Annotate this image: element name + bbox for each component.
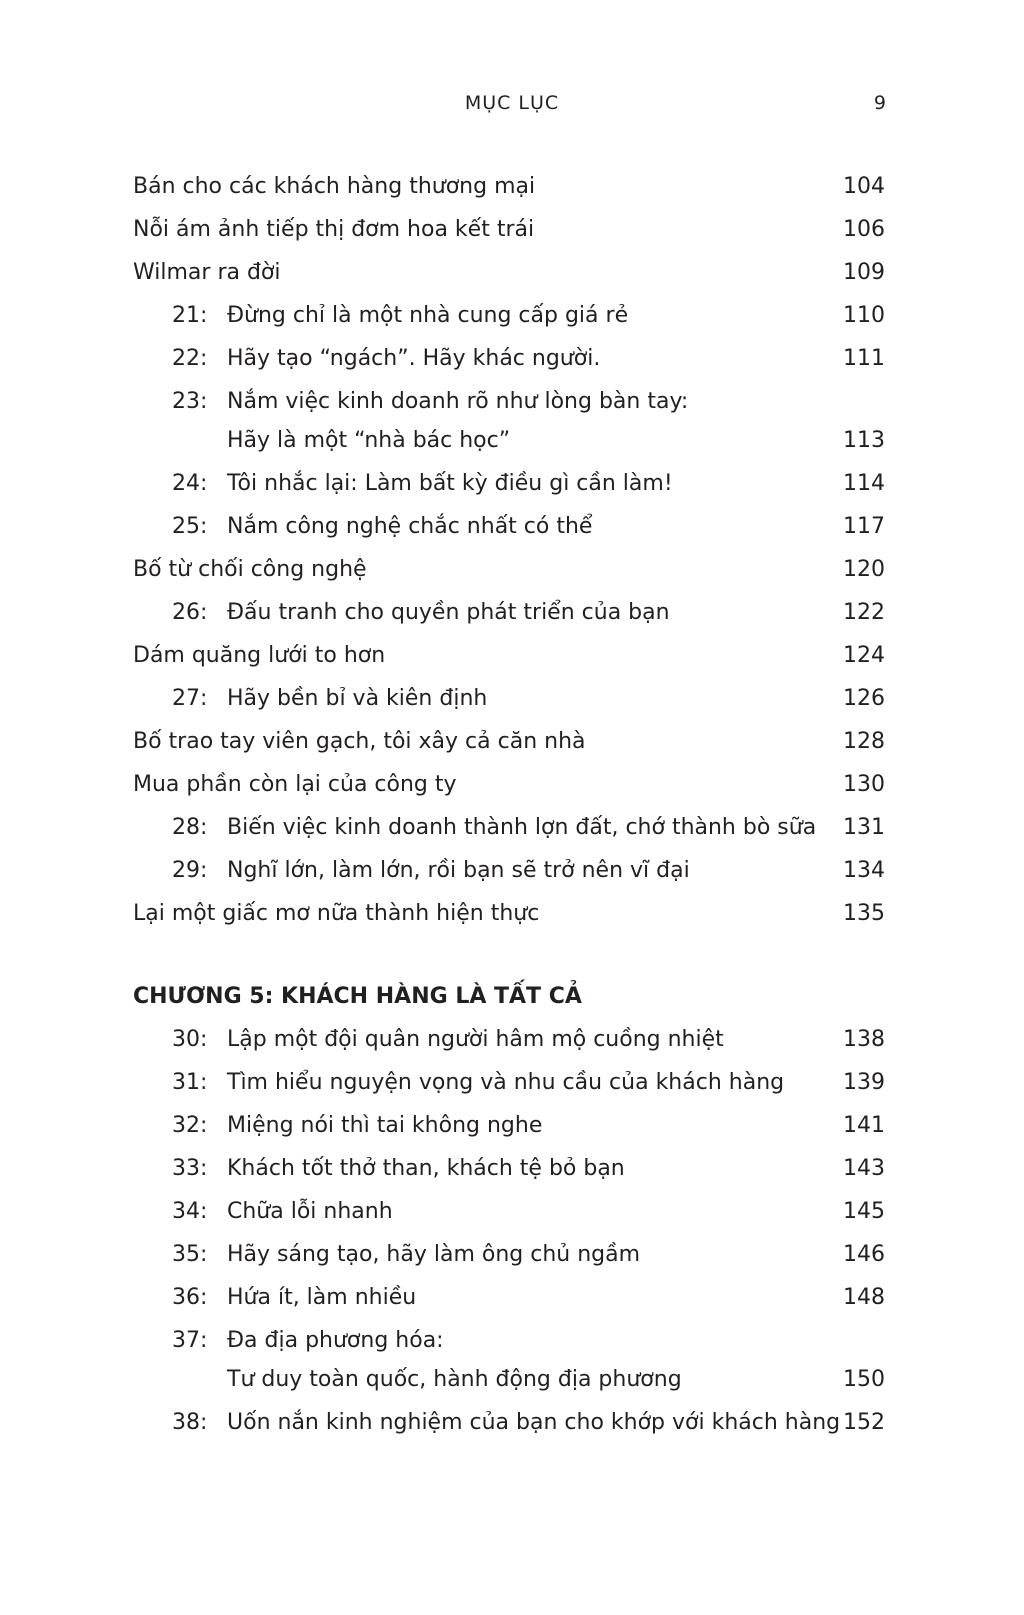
- toc-subentry: [133, 512, 885, 555]
- toc-entry-page: 146: [843, 1242, 885, 1267]
- running-header-title: MỤC LỤC: [464, 92, 560, 114]
- toc-entry-title: Tôi nhắc lại: Làm bất kỳ điều gì cần làm!: [227, 471, 673, 496]
- toc-entry-number: 34:: [172, 1199, 208, 1224]
- toc-subentry: [133, 1025, 885, 1068]
- toc-entry-number: 28:: [172, 815, 208, 840]
- toc-entry-page: 114: [843, 471, 885, 496]
- toc-entry-page: 152: [843, 1410, 885, 1435]
- toc-entry: [133, 899, 885, 942]
- toc-entry-title: Tìm hiểu nguyện vọng và nhu cầu của khách hàng: [227, 1070, 785, 1095]
- toc-entry: [133, 172, 885, 215]
- toc-entry-title: Bố trao tay viên gạch, tôi xây cả căn nhà: [133, 729, 586, 754]
- toc-subentry: [133, 1197, 885, 1240]
- toc-entry-page: 139: [843, 1070, 885, 1095]
- toc-subentry: [133, 813, 885, 856]
- toc-entry-title: Wilmar ra đời: [133, 260, 281, 285]
- toc-entry: [133, 215, 885, 258]
- toc-entry: [133, 770, 885, 813]
- toc-entry-page: 148: [843, 1285, 885, 1310]
- toc-entry-page: 134: [843, 858, 885, 883]
- toc-entry-title: Nắm công nghệ chắc nhất có thể: [227, 514, 593, 539]
- toc-subentry: [133, 469, 885, 512]
- toc-entry-page: 104: [843, 174, 885, 199]
- toc-entry-page: 145: [843, 1199, 885, 1224]
- toc-entry-number: 24:: [172, 471, 208, 496]
- toc-entry-page: 111: [843, 346, 885, 371]
- toc-subentry: [133, 1283, 885, 1326]
- toc-entry-number: 22:: [172, 346, 208, 371]
- toc-entry-page: 113: [843, 428, 885, 453]
- toc-entry-page: 126: [843, 686, 885, 711]
- toc-subentry: [133, 856, 885, 899]
- toc-subentry: [133, 387, 885, 469]
- toc-entry-title-continued: Hãy là một “nhà bác học”: [227, 428, 511, 453]
- toc-subentry: [133, 344, 885, 387]
- toc-entry-number: 33:: [172, 1156, 208, 1181]
- chapter-spacer: [133, 942, 885, 982]
- toc-entry-page: 150: [843, 1367, 885, 1392]
- toc-entry-number: 26:: [172, 600, 208, 625]
- toc-entry-title: Dám quăng lưới to hơn: [133, 643, 386, 668]
- toc-entry-title: Miệng nói thì tai không nghe: [227, 1113, 543, 1138]
- toc-subentry: [133, 1326, 885, 1408]
- running-header: [0, 88, 1024, 118]
- toc-entry-page: 106: [843, 217, 885, 242]
- toc-subentry: [133, 1068, 885, 1111]
- toc-subentry: [133, 1154, 885, 1197]
- toc-subentry: [133, 598, 885, 641]
- toc-entry-title: Lại một giấc mơ nữa thành hiện thực: [133, 901, 540, 926]
- toc-entry: [133, 555, 885, 598]
- toc-entry: [133, 258, 885, 301]
- toc-subentry: [133, 1240, 885, 1283]
- toc-entry-page: 141: [843, 1113, 885, 1138]
- toc-entry-title: Uốn nắn kinh nghiệm của bạn cho khớp với khách hàng: [227, 1410, 841, 1435]
- toc-entry-title: Nỗi ám ảnh tiếp thị đơm hoa kết trái: [133, 217, 535, 242]
- toc-entry-page: 110: [843, 303, 885, 328]
- toc-entry-page: 122: [843, 600, 885, 625]
- toc-entry-page: 120: [843, 557, 885, 582]
- toc-entry-title: Hứa ít, làm nhiều: [227, 1285, 417, 1310]
- table-of-contents: [133, 172, 885, 1451]
- page-number: 9: [873, 92, 886, 114]
- toc-entry-page: 130: [843, 772, 885, 797]
- toc-entry-page: 131: [843, 815, 885, 840]
- toc-entry-title: Mua phần còn lại của công ty: [133, 772, 457, 797]
- toc-entry-number: 27:: [172, 686, 208, 711]
- toc-entry-page: 128: [843, 729, 885, 754]
- toc-entry-page: 135: [843, 901, 885, 926]
- toc-entry-title: Bán cho các khách hàng thương mại: [133, 174, 536, 199]
- toc-subentry: [133, 1111, 885, 1154]
- toc-entry-page: 124: [843, 643, 885, 668]
- toc-entry-page: 109: [843, 260, 885, 285]
- toc-subentry: [133, 301, 885, 344]
- toc-entry-page: 138: [843, 1027, 885, 1052]
- toc-entry-title: Hãy sáng tạo, hãy làm ông chủ ngầm: [227, 1242, 641, 1267]
- toc-entry-number: 25:: [172, 514, 208, 539]
- toc-entry-number: 30:: [172, 1027, 208, 1052]
- toc-entry-title: Đừng chỉ là một nhà cung cấp giá rẻ: [227, 303, 629, 328]
- toc-entry-number: 38:: [172, 1410, 208, 1435]
- toc-entry-number: 35:: [172, 1242, 208, 1267]
- toc-entry-number: 36:: [172, 1285, 208, 1310]
- toc-entry: [133, 727, 885, 770]
- toc-entry-title: Lập một đội quân người hâm mộ cuồng nhiệt: [227, 1027, 724, 1052]
- toc-entry-title: Biến việc kinh doanh thành lợn đất, chớ thành bò sữa: [227, 815, 817, 840]
- toc-entry-title: Khách tốt thở than, khách tệ bỏ bạn: [227, 1156, 625, 1181]
- toc-entry-title: Đấu tranh cho quyền phát triển của bạn: [227, 600, 670, 625]
- toc-entry-number: 23:: [172, 389, 208, 414]
- toc-entry-page: 143: [843, 1156, 885, 1181]
- toc-entry-title: Nghĩ lớn, làm lớn, rồi bạn sẽ trở nên vĩ đại: [227, 858, 690, 883]
- toc-subentry: [133, 1408, 885, 1451]
- toc-entry-page: 117: [843, 514, 885, 539]
- toc-entry-title: Hãy tạo “ngách”. Hãy khác người.: [227, 346, 601, 371]
- toc-subentry: [133, 684, 885, 727]
- toc-entry-number: 32:: [172, 1113, 208, 1138]
- toc-entry-title: Đa địa phương hóa:: [227, 1328, 444, 1353]
- toc-entry-title-continued: Tư duy toàn quốc, hành động địa phương: [227, 1367, 682, 1392]
- toc-entry-title: Bố từ chối công nghệ: [133, 557, 367, 582]
- toc-entry-title: Nắm việc kinh doanh rõ như lòng bàn tay:: [227, 389, 689, 414]
- toc-entry-number: 21:: [172, 303, 208, 328]
- chapter-heading: CHƯƠNG 5: KHÁCH HÀNG LÀ TẤT CẢ: [133, 984, 582, 1009]
- toc-entry-title: Chữa lỗi nhanh: [227, 1199, 393, 1224]
- toc-entry-title: Hãy bền bỉ và kiên định: [227, 686, 488, 711]
- toc-entry-number: 37:: [172, 1328, 208, 1353]
- toc-entry-number: 29:: [172, 858, 208, 883]
- toc-entry-number: 31:: [172, 1070, 208, 1095]
- toc-entry: [133, 641, 885, 684]
